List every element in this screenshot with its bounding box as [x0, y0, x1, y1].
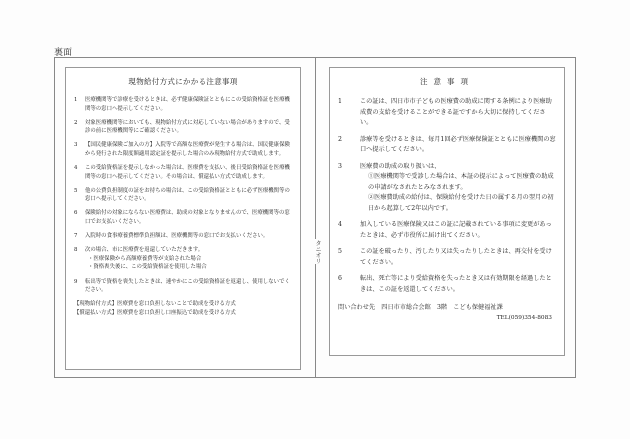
- notice-number: 5: [74, 187, 78, 194]
- side-label: 裏面: [54, 48, 73, 58]
- notice-body: [85, 232, 292, 241]
- notice-number: 5: [338, 248, 342, 255]
- notice-text: 転出、死亡等により受給資格を失ったとき又は有効期限を経過したときは、この証を返還してください。: [360, 275, 552, 293]
- notice-item: [74, 141, 292, 158]
- notice-body: [85, 246, 292, 272]
- notice-number: 3: [74, 142, 78, 149]
- notice-body: [360, 135, 556, 156]
- notice-body: [85, 119, 292, 136]
- notice-body: [360, 162, 556, 215]
- notice-item: [338, 247, 556, 268]
- notice-number: 3: [338, 162, 342, 170]
- notice-text: 次の場合、市に医療費を返還していただきます。: [85, 247, 204, 254]
- notice-item: [74, 278, 292, 295]
- notice-text: この証は、四日市市子どもの医療費の助成に関する条例により医療助成費の支給を受けることができる証ですから大切に保持してください。: [360, 98, 552, 126]
- notice-body: [85, 187, 292, 204]
- legend-genbutsu: 【現物給付方式】医療費を窓口負担しないことで助成を受ける方式: [74, 301, 236, 308]
- notice-subitem: ・資格喪失後に、この受給資格証を使用した場合: [88, 264, 207, 271]
- notice-text: 加入している医療保険又はこの証に記載されている事項に変更があったときは、必ず市役所に届け出てください。: [360, 221, 552, 239]
- legend-shokan: 【償還払い方式】医療費を窓口負担し口座振込で助成を受ける方式: [74, 309, 236, 316]
- left-notice-panel: [65, 67, 301, 370]
- notice-text: この証を破ったり、汚したり又は失ったりしたときは、再交付を受けてください。: [360, 248, 552, 266]
- right-panel-title: 注意事項: [420, 77, 474, 86]
- notice-text: 対象医療機関等においても、現物給付方式に対応していない場合がありますので、受診の前に医療機関等にご確認ください。: [85, 119, 290, 135]
- notice-text: 【国民健康保険ご加入の方】入院等で高額な医療費が発生する場合は、国民健康保険から発行された限度額適用認定証を提示した場合のみ現物給付方式で助成します。: [85, 142, 290, 157]
- notice-number: 6: [74, 210, 78, 217]
- notice-item: [338, 97, 556, 129]
- notice-subitem: ・医療保険から高額療養費等が支給された場合: [88, 255, 202, 262]
- notice-text: 医療機関等で診療を受けるときは、必ず健康保険証とともにこの受給資格証を医療機関等の窓口へ提示してください。: [85, 97, 290, 112]
- contact-tel: TEL(059)354-8083: [496, 315, 552, 321]
- notice-text: この受給資格証を提示しなかった場合は、医療費を支払い、後日受給資格証を医療機関等の窓口へ提示してください。その場合は、償還払い方式で助成します。: [85, 165, 290, 180]
- notice-item: [338, 135, 556, 156]
- notice-item: [338, 274, 556, 295]
- fold-label: タニオリ: [306, 240, 322, 264]
- notice-body: [85, 278, 292, 295]
- notice-body: [85, 141, 292, 158]
- notice-body: [360, 97, 556, 129]
- notice-body: [360, 274, 556, 295]
- notice-item: [74, 187, 292, 204]
- notice-item: [74, 96, 292, 113]
- notice-text: 保険給付の対象にならない医療費は、助成の対象となりませんので、医療機関等の窓口でお支払いください。: [85, 210, 290, 226]
- notice-body: [360, 247, 556, 268]
- contact-label: 問い合わせ先 四日市市総合会館 3階 こども保健福祉課: [338, 304, 503, 311]
- fold-divider-top: [315, 57, 316, 239]
- notice-number: 4: [74, 165, 78, 172]
- notice-number: 1: [74, 97, 78, 103]
- notice-number: 1: [338, 98, 342, 105]
- notice-number: 8: [74, 247, 78, 254]
- notice-text: 診療等を受けるときは、毎月1回必ず医療保険証とともに医療機関の窓口へ提示してください。: [360, 135, 556, 153]
- notice-body: [360, 220, 556, 241]
- notice-item: [74, 232, 292, 241]
- notice-number: 9: [74, 278, 78, 285]
- notice-item: [338, 162, 556, 215]
- method-legend: [74, 300, 292, 317]
- notice-item: [74, 119, 292, 136]
- notice-number: 2: [74, 119, 78, 126]
- notice-text: 医療費の助成の取り扱いは、: [360, 162, 441, 170]
- notice-number: 6: [338, 275, 342, 282]
- notice-text: 入院時の食事療養費標準負担額は、医療機関等の窓口でお支払いください。: [85, 233, 269, 240]
- notice-item: [74, 246, 292, 272]
- notice-subitem: ①医療機関等で受診した場合は、本証の提示によって医療費の助成の申請がなされたとみなされます。: [368, 173, 554, 191]
- fold-divider-bottom: [315, 262, 316, 378]
- notice-number: 4: [338, 221, 342, 228]
- notice-body: [85, 209, 292, 226]
- notice-item: [74, 164, 292, 181]
- notice-text: 他の公費負担制度の証をお持ちの場合は、この受給資格証とともに必ず医療機関等の窓口へ提示してください。: [85, 187, 290, 203]
- notice-item: [74, 209, 292, 226]
- notice-text: 転出等で資格を喪失したときは、速やかにこの受給資格証を返還し、使用しないでください。: [85, 278, 290, 294]
- notice-subitem: ②医療費助成の給付は、保険給付を受けた日の属する月の翌月の初日から起算して2年以内です。: [368, 194, 554, 212]
- notice-number: 2: [338, 135, 342, 143]
- notice-body: [85, 164, 292, 181]
- notice-item: [338, 220, 556, 241]
- notice-number: 7: [74, 233, 78, 240]
- right-notice-panel: [329, 67, 565, 356]
- contact-info: [338, 303, 556, 323]
- left-panel-title: 現物給付方式にかかる注意事項: [128, 77, 238, 86]
- left-notice-list: [74, 96, 292, 295]
- notice-body: [85, 96, 292, 113]
- right-notice-list: [338, 97, 556, 295]
